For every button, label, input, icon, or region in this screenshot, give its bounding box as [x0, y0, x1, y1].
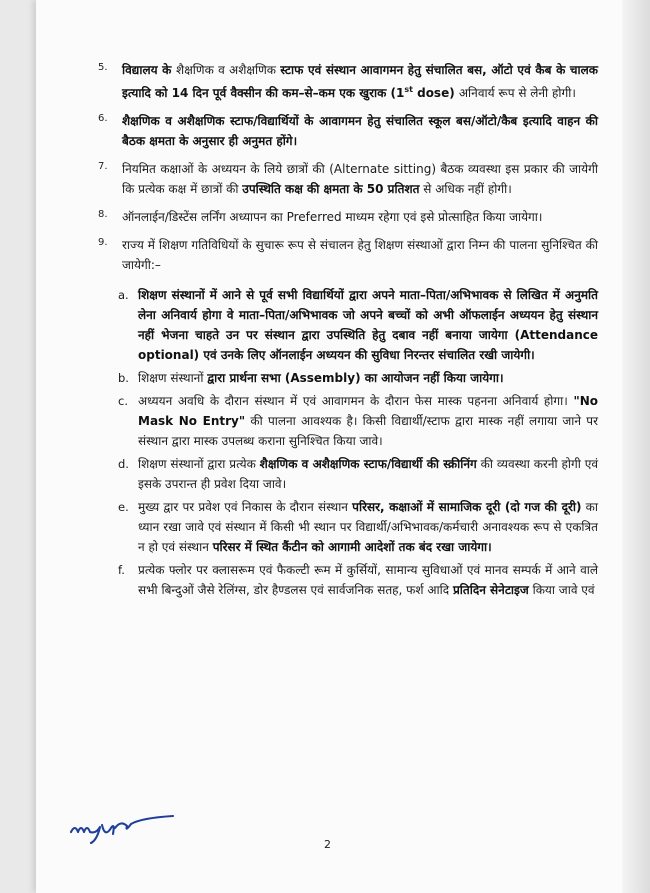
point-number: 5.: [98, 62, 108, 73]
text-run: शिक्षण संस्थानों द्वारा प्रत्येक: [138, 457, 260, 471]
point-number: 6.: [98, 113, 108, 124]
text-run: अध्ययन अवधि के दौरान संस्थान में एवं आवागमन के दौरान फेस मास्क पहनना अनिवार्य होगा।: [138, 394, 574, 408]
point-text: [122, 207, 598, 227]
sub-point-item: [118, 368, 598, 388]
point-number: 9.: [98, 237, 108, 248]
sub-point-item: [118, 497, 598, 557]
bold-text-run: शिक्षण संस्थानों में आने से पूर्व सभी विद्यार्थियों द्वारा अपने माता–पिता/अभिभावक से लिखित में अनुमति लेना अनिवार्य होगा वे माता–पिता/अभिभावक जो अपने बच्चों को अभी ऑफलाईन अध्ययन हेतु संस्थान नहीं भेजना चाहते उन पर संस्थान द्वारा उपस्थिति हेतु दबाव नहीं बनाया जायेगा (Attendance optional) एवं उनके लिए ऑनलाईन अध्ययन की सुविधा निरन्तर संचालित रखी जायेगी।: [138, 288, 598, 362]
text-run: ऑनलाईन/डिस्टेंस लर्निंग अध्यापन का Preferred माध्यम रहेगा एवं इसे प्रोत्साहित किया जायेगा।: [122, 210, 543, 224]
point-item: [98, 235, 598, 275]
text-run: की पालना आवश्यक है। किसी विद्यार्थी/स्टाफ द्वारा मास्क नहीं लगाया जाने पर संस्थान द्वारा मास्क उपलब्ध कराना सुनिश्चित किया जावे।: [138, 414, 598, 448]
text-run: राज्य में शिक्षण गतिविधियों के सुचारू रूप से संचालन हेतु शिक्षण संस्थाओं द्वारा निम्न की पालना सुनिश्चित की जायेगी:–: [122, 238, 598, 272]
sub-point-item: [118, 454, 598, 494]
point-item: [98, 159, 598, 199]
bold-text-run: विद्यालय के: [122, 63, 177, 77]
bold-text-run: स्टाफ एवं संस्थान आवागमन हेतु संचालित बस, ऑटो एवं कैब के चालक इत्यादि को 14 दिन पूर्व वैक्सीन की कम–से–कम एक खुराक (1: [122, 63, 599, 100]
bold-text-run: उपस्थिति कक्ष की क्षमता के 50 प्रतिशत: [242, 182, 420, 196]
bold-text-run: शैक्षणिक व अशैक्षणिक स्टाफ/विद्यार्थियों के आवागमन हेतु संचालित स्कूल बस/ऑटो/कैब इत्यादि वाहन की बैठक क्षमता के अनुसार ही अनुमत होंगे।: [122, 114, 598, 148]
point-item: [98, 111, 598, 151]
bold-text-run: परिसर, कक्षाओं में सामाजिक दूरी (दो गज की दूरी): [352, 500, 582, 514]
page-edge-shadow: [622, 0, 650, 893]
point-item: [98, 207, 598, 227]
text-run: का ध्यान रखा जावे एवं संस्थान में किसी भी स्थान पर विद्यार्थी/अभिभावक/कर्मचारी अनावश्यक रूप से एकत्रित न हो एवं संस्थान: [138, 500, 598, 554]
point-text: [122, 60, 598, 103]
page-number: 2: [324, 838, 331, 851]
bold-text-run: "No Mask No Entry": [138, 394, 598, 428]
text-run: से अधिक नहीं होगी।: [419, 182, 512, 196]
numbered-points: [98, 60, 598, 275]
text-run: किया जावे एवं: [528, 583, 595, 597]
text-run: शिक्षण संस्थानों: [138, 371, 208, 385]
text-run: की व्यवस्था करनी होगी एवं इसके उपरान्त ही प्रवेश दिया जावे।: [138, 457, 599, 491]
sub-point-item: [118, 285, 598, 365]
point-number: 7.: [98, 161, 108, 172]
sub-points-list: [118, 285, 598, 600]
point-text: [122, 159, 598, 199]
sub-point-letter: e.: [118, 500, 129, 514]
point-item: [98, 60, 598, 103]
document-page: [36, 0, 622, 893]
sub-point-letter: a.: [118, 288, 129, 302]
sub-point-letter: c.: [118, 394, 128, 408]
document-body: [98, 60, 598, 603]
bold-text-run: द्वारा प्रार्थना सभा (Assembly) का आयोजन नहीं किया जायेगा।: [207, 371, 504, 385]
signature: [69, 812, 181, 846]
sub-point-item: [118, 391, 598, 451]
sub-point-letter: d.: [118, 457, 129, 471]
text-run: नियमित कक्षाओं के अध्ययन के लिये छात्रों की (Alternate sitting) बैठक व्यवस्था इस प्रकार की जायेगी कि प्रत्येक कक्ष में छात्रों की: [122, 162, 598, 196]
text-run: मुख्य द्वार पर प्रवेश एवं निकास के दौरान संस्थान: [138, 500, 353, 514]
point-number: 8.: [98, 209, 108, 220]
sub-point-item: [118, 560, 598, 600]
bold-text-run: प्रतिदिन सेनेटाइज: [452, 583, 529, 597]
text-run: अनिवार्य रूप से लेनी होगी।: [458, 86, 576, 100]
text-run: शैक्षणिक व अशैक्षणिक: [176, 63, 281, 77]
bold-text-run: परिसर में स्थित कैंटीन को आगामी आदेशों तक बंद रखा जायेगा।: [212, 540, 492, 554]
bold-text-run: dose): [412, 86, 459, 100]
point-text: [122, 111, 598, 151]
sub-point-letter: f.: [118, 563, 125, 577]
bold-text-run: शैक्षणिक व अशैक्षणिक स्टाफ/विद्यार्थी की स्क्रीनिंग: [259, 457, 477, 471]
text-run: प्रत्येक फ्लोर पर क्लासरूम एवं फैकल्टी रूम में कुर्सियों, सामान्य सुविधाओं एवं मानव सम्पर्क में आने वाले सभी बिन्दुओं जैसे रेलिंग्स, डोर हैण्डलस एवं सार्वजनिक सतह, फर्श आदि: [138, 563, 598, 597]
point-text: [122, 235, 598, 275]
sub-point-letter: b.: [118, 371, 129, 385]
bold-text-run: st: [404, 85, 413, 94]
